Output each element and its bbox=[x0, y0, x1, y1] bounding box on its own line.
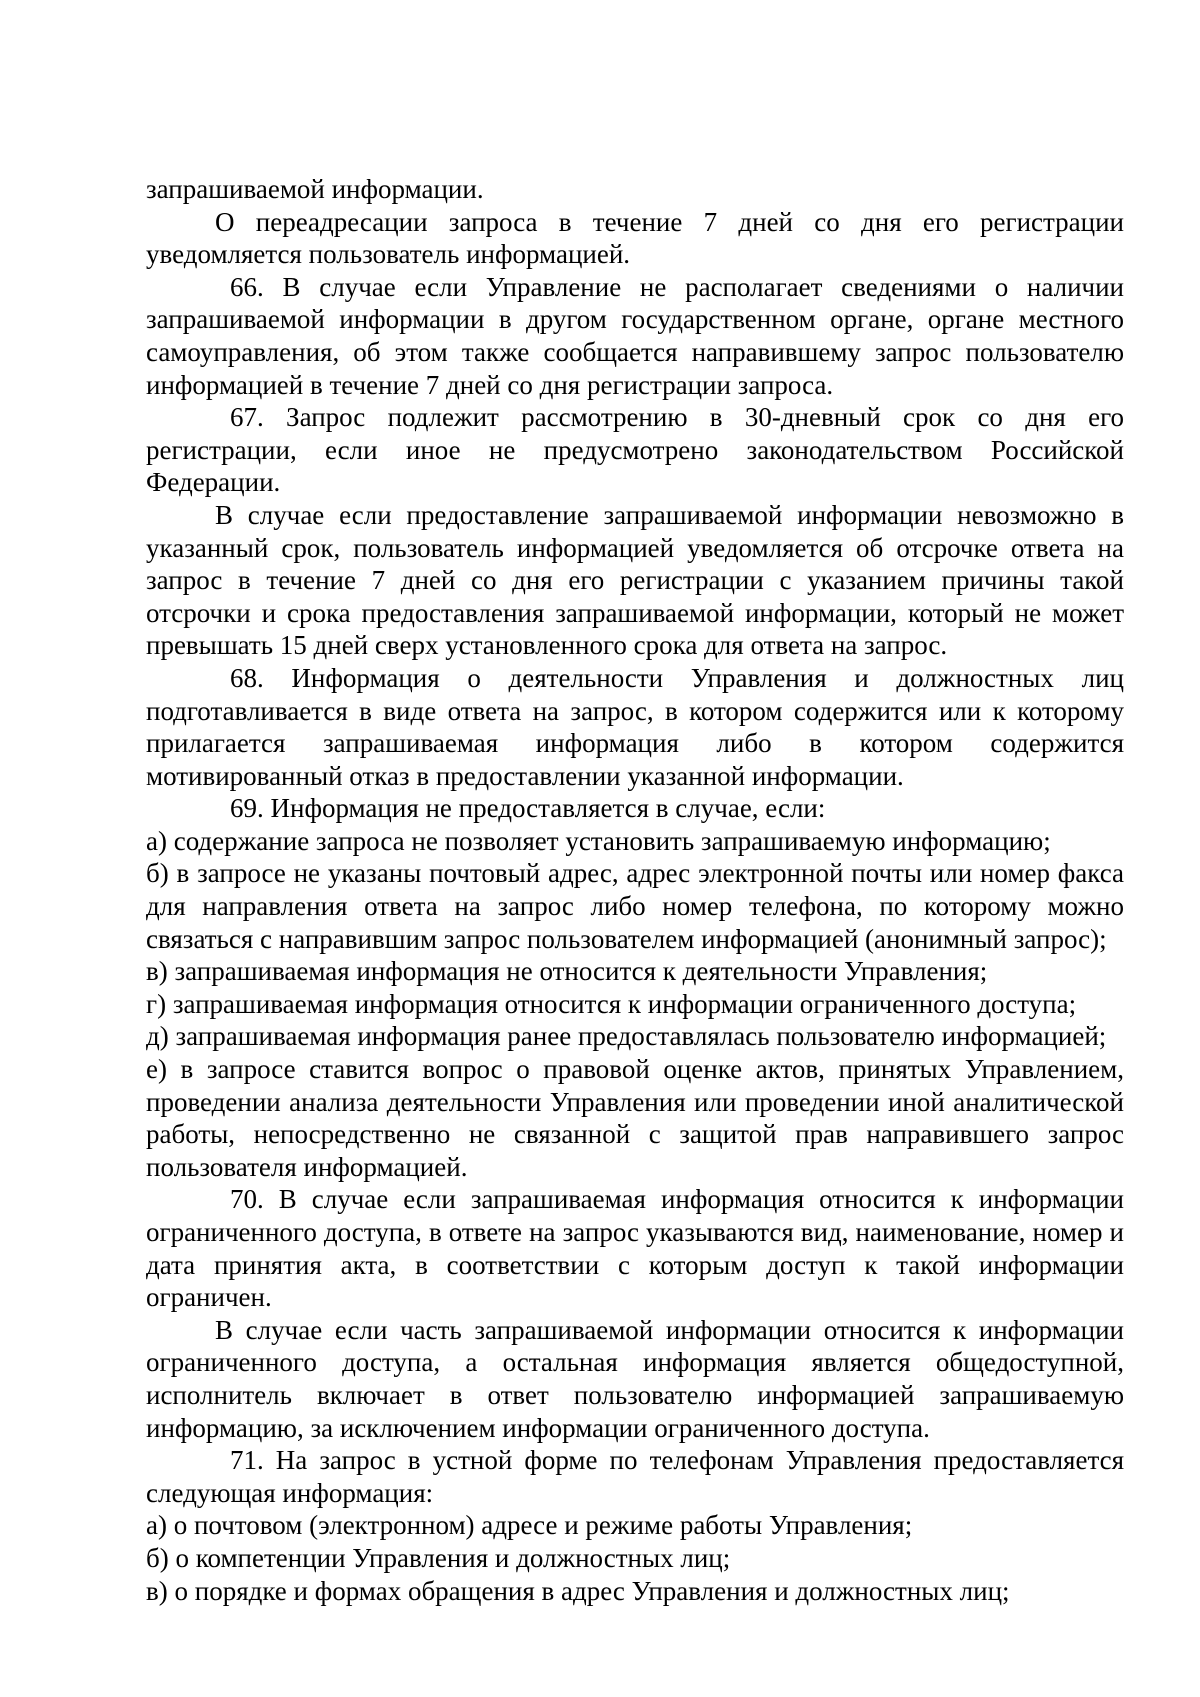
list-item-69-a: а) содержание запроса не позволяет установить запрашиваемую информацию; bbox=[146, 825, 1051, 856]
list-item-69-d: д) запрашиваемая информация ранее предоставлялась пользователю информацией; bbox=[146, 1021, 1107, 1052]
paragraph-68: 68. Информация о деятельности Управления и должностных лиц подготавливается в виде ответа на запрос, в котором содержится или к которому прилагается запрашиваемая информация либо в котором содержится мотивированный отказ в предоставлении указанной информации. bbox=[146, 662, 1124, 791]
paragraph-71: 71. На запрос в устной форме по телефонам Управления предоставляется следующая информация: bbox=[146, 1445, 1124, 1508]
list-item-71-a: а) о почтовом (электронном) адресе и режиме работы Управления; bbox=[146, 1510, 913, 1541]
list-item-71-v: в) о порядке и формах обращения в адрес Управления и должностных лиц; bbox=[146, 1575, 1010, 1606]
list-item-71-b: б) о компетенции Управления и должностных лиц; bbox=[146, 1542, 731, 1573]
paragraph-69: 69. Информация не предоставляется в случае, если: bbox=[230, 793, 826, 824]
document-body bbox=[146, 173, 1124, 1607]
list-item-69-v: в) запрашиваемая информация не относится к деятельности Управления; bbox=[146, 956, 988, 987]
paragraph-70-partial: В случае если часть запрашиваемой информации относится к информации ограниченного доступа, а остальная информация является общедоступной, исполнитель включает в ответ пользователю информацией запрашиваемую информацию, за исключением информации ограниченного доступа. bbox=[146, 1314, 1124, 1443]
paragraph-70: 70. В случае если запрашиваемая информация относится к информации ограниченного доступа, в ответе на запрос указываются вид, наименование, номер и дата принятия акта, в соответствии с которым доступ к такой информации ограничен. bbox=[146, 1184, 1124, 1313]
list-item-69-b: б) в запросе не указаны почтовый адрес, адрес электронной почты или номер факса для направления ответа на запрос либо номер телефона, по которому можно связаться с направившим запрос пользователем информацией (анонимный запрос); bbox=[146, 858, 1124, 954]
paragraph-67-deferral: В случае если предоставление запрашиваемой информации невозможно в указанный срок, пользователь информацией уведомляется об отсрочке ответа на запрос в течение 7 дней со дня его регистрации с указанием причины такой отсрочки и срока предоставления запрашиваемой информации, который не может превышать 15 дней сверх установленного срока для ответа на запрос. bbox=[146, 499, 1124, 661]
list-item-69-e: е) в запросе ставится вопрос о правовой оценке актов, принятых Управлением, проведении анализа деятельности Управления или проведении иной аналитической работы, непосредственно не связанной с защитой прав направившего запрос пользователя информацией. bbox=[146, 1054, 1124, 1182]
paragraph-continuation: запрашиваемой информации. bbox=[146, 174, 484, 204]
list-item-69-g: г) запрашиваемая информация относится к информации ограниченного доступа; bbox=[146, 988, 1077, 1019]
paragraph-66: 66. В случае если Управление не располагает сведениями о наличии запрашиваемой информации в другом государственном органе, органе местного самоуправления, об этом также сообщается направившему запрос пользователю информацией в течение 7 дней со дня регистрации запроса. bbox=[146, 271, 1124, 400]
paragraph-67: 67. Запрос подлежит рассмотрению в 30-дневный срок со дня его регистрации, если иное не предусмотрено законодательством Российской Федерации. bbox=[146, 402, 1124, 498]
paragraph-redirect-notice: О переадресации запроса в течение 7 дней со дня его регистрации уведомляется пользователь информацией. bbox=[146, 206, 1124, 270]
